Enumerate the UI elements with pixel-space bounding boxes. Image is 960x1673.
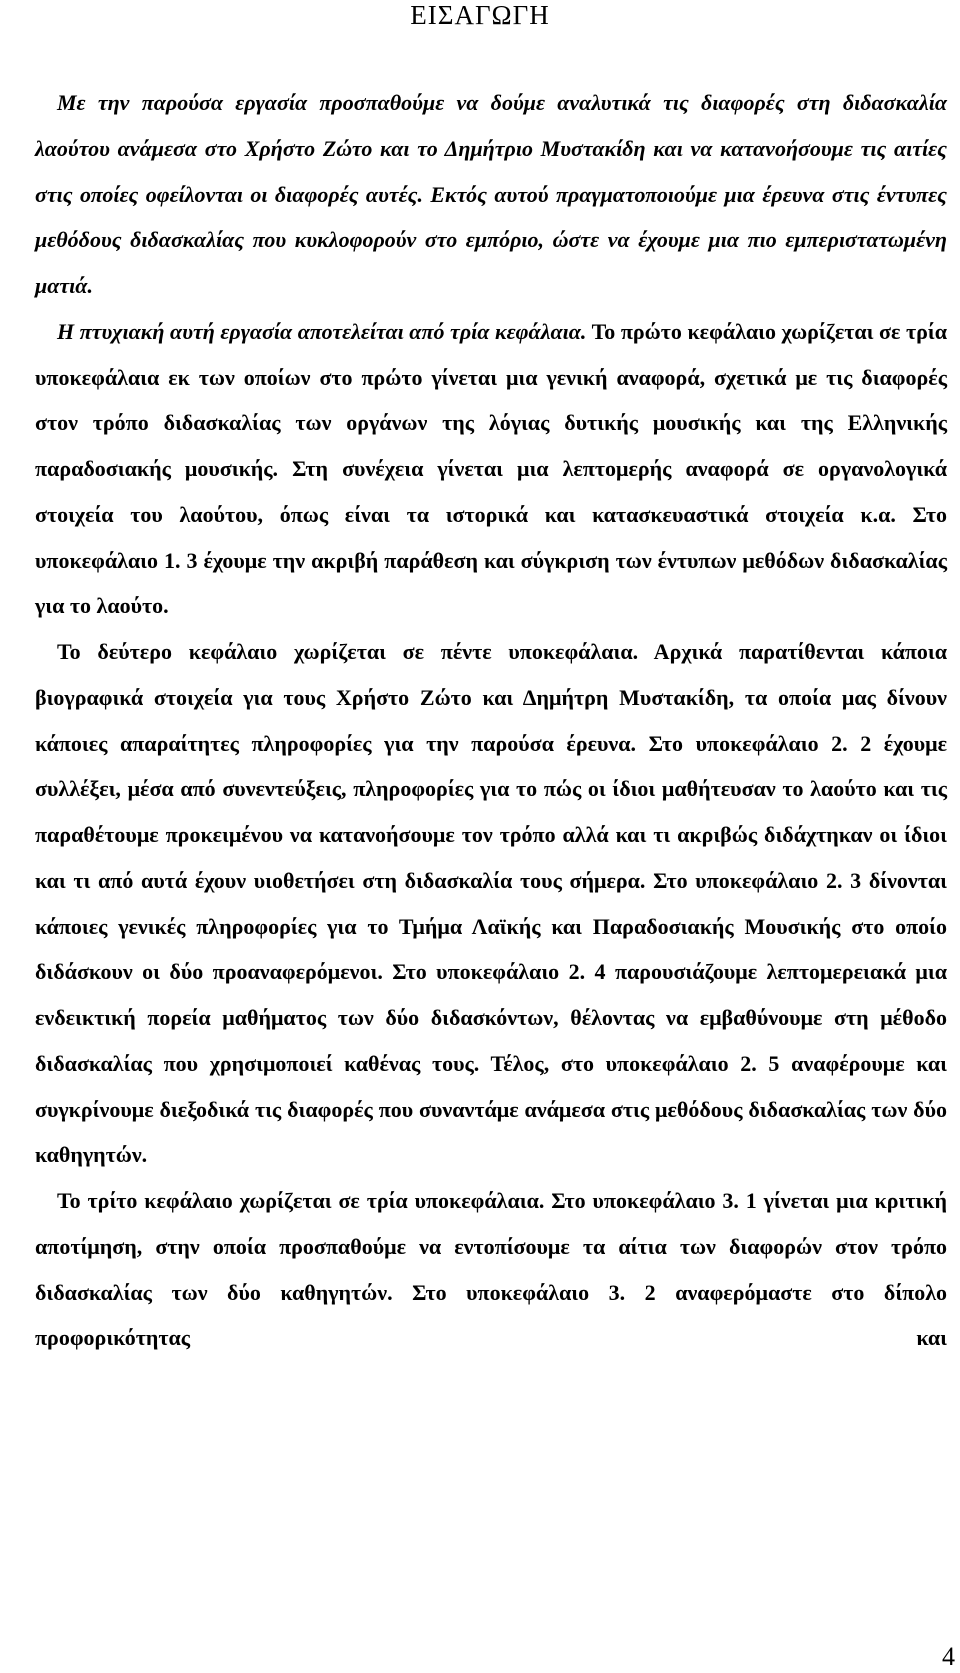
paragraph-chapter-3: Το τρίτο κεφάλαιο χωρίζεται σε τρία υποκεφάλαια. Στο υποκεφάλαιο 3. 1 γίνεται μια κριτική αποτίμηση, στην οποία προσπαθούμε να εντοπίσουμε τα αίτια των διαφορών στον τρόπο διδασκαλίας των δύο καθηγητών. Στο υποκεφάλαιο 3. 2 αναφερόμαστε στο δίπολο προφορικότητας και [35,1188,947,1351]
paragraph-structure-chapter-1 [35,309,947,629]
body-text [35,80,947,1361]
page-title: ΕΙΣΑΓΩΓΗ [410,0,550,30]
paragraph-intro: Με την παρούσα εργασία προσπαθούμε να δούμε αναλυτικά τις διαφορές στη διδασκαλία λαούτου ανάμεσα στο Χρήστο Ζώτο και το Δημήτριο Μυστακίδη και να κατανοήσουμε τις αιτίες στις οποίες οφείλονται οι διαφορές αυτές. Εκτός αυτού πραγματοποιούμε μια έρευνα στις έντυπες μεθόδους διδασκαλίας που κυκλοφορούν στο εμπόριο, ώστε να έχουμε μια πιο εμπεριστατωμένη ματιά. [35,90,947,298]
paragraph-lead: Η πτυχιακή αυτή εργασία αποτελείται από τρία κεφάλαια. [57,318,587,344]
paragraph-body: Το πρώτο κεφάλαιο χωρίζεται σε τρία υποκεφάλαια εκ των οποίων στο πρώτο γίνεται μια γενική αναφορά, σχετικά με τις διαφορές στον τρόπο διδασκαλίας των οργάνων της λόγιας δυτικής μουσικής και της Ελληνικής παραδοσιακής μουσικής. Στη συνέχεια γίνεται μια λεπτομερής αναφορά σε οργανολογικά στοιχεία του λαούτου, όπως είναι τα ιστορικά και κατασκευαστικά στοιχεία κ.α. Στο υποκεφάλαιο 1. 3 έχουμε την ακριβή παράθεση και σύγκριση των έντυπων μεθόδων διδασκαλίας για το λαούτο. [35,318,947,619]
paragraph-chapter-2: Το δεύτερο κεφάλαιο χωρίζεται σε πέντε υποκεφάλαια. Αρχικά παρατίθενται κάποια βιογραφικά στοιχεία για τους Χρήστο Ζώτο και Δημήτρη Μυστακίδη, τα οποία μας δίνουν κάποιες απαραίτητες πληροφορίες για την παρούσα έρευνα. Στο υποκεφάλαιο 2. 2 έχουμε συλλέξει, μέσα από συνεντεύξεις, πληροφορίες για το πώς οι ίδιοι μαθήτευσαν το λαούτο και τις παραθέτουμε προκειμένου να κατανοήσουμε τον τρόπο αλλά και τι ακριβώς διδάχτηκαν οι ίδιοι και τι από αυτά έχουν υιοθετήσει στη διδασκαλία τους σήμερα. Στο υποκεφάλαιο 2. 3 δίνονται κάποιες γενικές πληροφορίες για το Τμήμα Λαϊκής και Παραδοσιακής Μουσικής στο οποίο διδάσκουν οι δύο προαναφερόμενοι. Στο υποκεφάλαιο 2. 4 παρουσιάζουμε λεπτομερειακά μια ενδεικτική πορεία μαθήματος των δύο διδασκόντων, θέλοντας να εμβαθύνουμε στη μέθοδο διδασκαλίας που χρησιμοποιεί καθένας τους. Τέλος, στο υποκεφάλαιο 2. 5 αναφέρουμε και συγκρίνουμε διεξοδικά τις διαφορές που συναντάμε ανάμεσα στις μεθόδους διδασκαλίας των δύο καθηγητών. [35,639,947,1168]
page-number: 4 [942,1642,955,1671]
